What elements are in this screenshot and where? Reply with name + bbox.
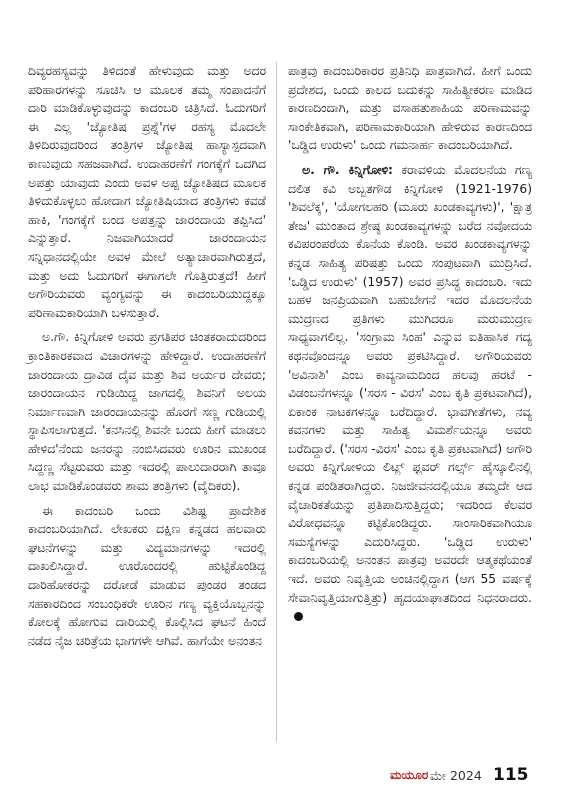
page-footer [0, 765, 562, 788]
left-paragraph-3: ಈ ಕಾದಂಬರಿ ಒಂದು ವಿಶಿಷ್ಟ ಪ್ರಾದೇಶಿಕ ಕಾದಂಬರಿಯಾಗಿದೆ. ಲೇಖಕರು ದಕ್ಷಿಣ ಕನ್ನಡದ ಹಲವಾರು ಘಟನೆಗಳನ್ನು ಮತ್ತು ವಿದ್ಯಮಾನಗಳನ್ನು ಇದರಲ್ಲಿ ದಾಖಲಿಸಿದ್ದಾರೆ. ಊರೊಂದರಲ್ಲಿ ಹುಟ್ಟಿಕೊಂಡಿದ್ದ ದಾರಿಹೋಕರನ್ನು ದರೋಡೆ ಮಾಡುವ ಪುಂಡರ ತಂಡದ ಸಹಕಾರದಿಂದ ಸಂಬಂಧಿಕರೇ ಊರಿನ ಗಣ್ಯ ವ್ಯಕ್ತಿಯೊಬ್ಬನನ್ನು ಕೋಲಕ್ಕೆ ಹೋಗುವ ದಾರಿಯಲ್ಲಿ ಕೊಲ್ಲಿಸಿದ ಘಟನೆ ಹಿಂದೆ ನಡೆದ ನೈಜ ಚರಿತ್ರೆಯ ಭಾಗಗಳೇ ಆಗಿವೆ. ಹಾಗೆಯೇ ಅನಂತನ [28, 503, 266, 648]
issue-date: ಮೇ 2024 [430, 768, 482, 783]
left-column [28, 62, 266, 656]
author-bio-text: ಕರಾವಳಿಯ ಮೊದಲನೆಯ ಗಣ್ಯ ದಲಿತ ಕವಿ ಅಬ್ಬತಗೌಡ ಕಿನ್ನಿಗೋಳಿ (1921-1976) 'ಶಿವಲೆಕ್ಕ', 'ಯೋಗಲಹರಿ (ಮೂರು ಖಂಡಕಾವ್ಯಗಳು)', 'ಕ್ಷಾತ್ರ ತೇಜ' ಮುಂತಾದ ಶ್ರೇಷ್ಠ ಖಂಡಕಾವ್ಯಗಳನ್ನು ಬರೆದ ನವೋದಯ ಕವಿಪರಂಪರೆಯ ಕೊನೆಯ ಕೊಂಡಿ. ಅವರ ಖಂಡಕಾವ್ಯಗಳನ್ನು ಕನ್ನಡ ಸಾಹಿತ್ಯ ಪರಿಷತ್ತು ಒಂದು ಸಂಪುಟವಾಗಿ ಮುದ್ರಿಸಿದೆ. 'ಒಡ್ಡಿದ ಉರುಳು' (1957) ಅವರ ಪ್ರಸಿದ್ಧ ಕಾದಂಬರಿ. ಇದು ಬಹಳ ಜನಪ್ರಿಯವಾಗಿ ಬಹುಬೇಗನೆ ಇದರ ಮೊದಲನೆಯ ಮುದ್ರಣದ ಪ್ರತಿಗಳು ಮುಗಿದರೂ ಮರುಮುದ್ರಣ ಸಾಧ್ಯವಾಗಲಿಲ್ಲ. 'ಸಂಗ್ರಾಮ ಸಿಂಹ' ಎನ್ನುವ ಐತಿಹಾಸಿಕ ಗದ್ಯ ಕಥನವೊಂದನ್ನೂ ಅವರು ಪ್ರಕಟಿಸಿದ್ದಾರೆ. ಅಗೌರಿಯವರು 'ಅವಿನಾಶಿ' ಎಂಬ ಕಾವ್ಯನಾಮದಿಂದ ಹಲವು ಹರಟೆ - ವಿಡಂಬನೆಗಳನ್ನೂ ('ಸರಸ - ವಿರಸ' ಎಂಬ ಕೃತಿ ಪ್ರಕಟವಾಗಿದೆ), ಏಕಾಂಕ ನಾಟಕಗಳನ್ನೂ ಬರೆದಿದ್ದಾರೆ. ಭಾವಗೀತೆಗಳು, ನವ್ಯ ಕವನಗಳು ಮತ್ತು ಸಾಹಿತ್ಯ ವಿಮರ್ಶೆಯನ್ನೂ ಅವರು ಬರೆದಿದ್ದಾರೆ. ('ಸರಸ -ವಿರಸ' ಎಂಬ ಕೃತಿ ಪ್ರಕಟವಾಗಿದೆ) ಅಗೌರಿ ಅವರು ಕಿನ್ನಿಗೋಳಿಯ ಲಿಟ್ಲ್ ಫ್ಲವರ್ ಗರ್ಲ್ಸ್ ಹೈಸ್ಕೂಲಿನಲ್ಲಿ ಕನ್ನಡ ಪಂಡಿತರಾಗಿದ್ದರು. ನಿಜಜೀವನದಲ್ಲಿಯೂ ತಮ್ಮದೇ ಆದ ವೈಚಾರಿಕತೆಯನ್ನು ಪ್ರತಿಪಾದಿಸುತ್ತಿದ್ದರು; ಇದರಿಂದ ಕೆಲವರ ವಿರೋಧವನ್ನೂ ಕಟ್ಟಿಕೊಂಡಿದ್ದರು. ಸಾಂಸಾರಿಕವಾಗಿಯೂ ಸಮಸ್ಯೆಗಳನ್ನು ಎದುರಿಸಿದ್ದರು. 'ಒಡ್ಡಿದ ಉರುಳು' ಕಾದಂಬರಿಯಲ್ಲಿ ಅನಂತನ ಪಾತ್ರವು ಅವರದೇ ಆತ್ಮಕಥೆಯಂತೆ ಇದೆ. ಅವರು ನಿವೃತ್ತಿಯ ಅಂಚಿನಲ್ಲಿದ್ದಾಗ (ಆಗ 55 ವರ್ಷಕ್ಕೆ ಸೇವಾನಿವೃತ್ತಿಯಾಗುತ್ತಿತ್ತು) ಹೃದಯಾಘಾತದಿಂದ ನಿಧನರಾದರು. [288, 162, 532, 605]
magazine-logo: ಮಯೂರ [390, 768, 429, 782]
left-paragraph-1: ದಿವ್ಯರಹಸ್ಯವನ್ನು ತಿಳಿದಂತೆ ಹೇಳುವುದು ಮತ್ತು ಅದರ ಪರಿಹಾರಗಳನ್ನು ಸೂಚಿಸಿ ಆ ಮೂಲಕ ತಮ್ಮ ಸಂಪಾದನೆಗೆ ದಾರಿ ಮಾಡಿಕೊಳ್ಳುವುದನ್ನು ಕಾದಂಬರಿ ಚಿತ್ರಿಸಿದೆ. ಓದುಗರಿಗೆ ಈ ಎಲ್ಲ 'ಜ್ಯೋತಿಷ ಪ್ರಶ್ನೆ'ಗಳ ರಹಸ್ಯ ಮೊದಲೇ ತಿಳಿದಿರುವುದರಿಂದ ತಂತ್ರಿಗಳ ಜ್ಯೋತಿಷ ಹಾಸ್ಯಾಸ್ಪದವಾಗಿ ಕಾಣುವುದು ಸಹಜವಾಗಿದೆ. ಉದಾಹರಣೆಗೆ ಗಂಗಕ್ಕೆಗೆ ಒದಗಿದ ಅಪತ್ತು ಯಾವುದು ಎಂದು ಅವಳ ಅಪ್ಪ ಜ್ಯೋತಿಷದ ಮೂಲಕ ತಿಳಿದುಕೊಳ್ಳಲು ಹೋದಾಗ ಜ್ಯೋತಿಷಿಯಾದ ತಂತ್ರಿಗಳು ಕವಡೆ ಹಾಕಿ, 'ಗಂಗಕ್ಕೆಗೆ ಬಂದ ಅಪತ್ತನ್ನು ಜಾರಂದಾಯ ತಪ್ಪಿಸಿದ' ಎನ್ನುತ್ತಾರೆ. ನಿಜವಾಗಿಯಾದರೆ ಜಾರಂದಾಯನ ಸನ್ನಿಧಾನದಲ್ಲಿಯೇ ಅವಳ ಮೇಲೆ ಅತ್ಯಾಚಾರವಾಗಿರುತ್ತದೆ, ಮತ್ತು ಅದು ಓದುಗರಿಗೆ ಈಗಾಗಲೇ ಗೊತ್ತಿರುತ್ತದೆ! ಹೀಗೆ ಅಗೌರಿಯವರು ವ್ಯಂಗ್ಯವನ್ನು ಈ ಕಾದಂಬರಿಯುದ್ದಕ್ಕೂ ಪರಿಣಾಮಕಾರಿಯಾಗಿ ಬಳಸುತ್ತಾರೆ. [28, 64, 266, 320]
end-of-article-icon [294, 612, 303, 621]
right-paragraph-2 [288, 161, 532, 626]
right-column [288, 62, 532, 632]
column-divider [276, 62, 277, 742]
author-heading: ಅ. ಗೌ. ಕಿನ್ನಿಗೋಳಿ: [302, 162, 393, 177]
right-paragraph-1: ಪಾತ್ರವು ಕಾದಂಬರಿಕಾರರ ಪ್ರತಿನಿಧಿ ಪಾತ್ರವಾಗಿದೆ. ಹೀಗೆ ಒಂದು ಪ್ರದೇಶದ, ಒಂದು ಕಾಲದ ಬದುಕನ್ನು ಸಾಹಿತ್ಯೀಕರಣ ಮಾಡಿದ ಕಾರಣದಿಂದಾಗಿ, ಮತ್ತು ವಸಾಹತುಶಾಹಿಯ ಪರಿಣಾಮವನ್ನು ಸಾಂಕೇತಿಕವಾಗಿ, ಪರಿಣಾಮಕಾರಿಯಾಗಿ ಹೇಳಿರುವ ಕಾರಣದಿಂದ 'ಒಡ್ಡಿದ ಉರುಳು' ಒಂದು ಗಮನಾರ್ಹ ಕಾದಂಬರಿಯಾಗಿದೆ. [288, 64, 532, 153]
page-number: 115 [493, 765, 529, 785]
left-paragraph-2: ಅ.ಗೌ. ಕಿನ್ನಿಗೋಳಿ ಅವರು ಪ್ರಗತಿಪರ ಚಿಂತಕರಾದುದರಿಂದ ಕ್ರಾಂತಿಕಾರಕವಾದ ವಿಚಾರಗಳನ್ನು ಹೇಳಿದ್ದಾರೆ. ಉದಾಹರಣೆಗೆ ಜಾರಂದಾಯ ದ್ರಾವಿಡ ದೈವ ಮತ್ತು ಶಿವ ಅರ್ಯರ ದೇವರು; ಜಾರಂದಾಯನ ಗುಡಿಯಿದ್ದ ಜಾಗದಲ್ಲಿ ಶಿವನಿಗೆ ಅಲಯ ನಿರ್ಮಾಣವಾಗಿ ಜಾರಂದಾಯನನ್ನು ಹೊರಗೆ ಸಣ್ಣ ಗುಡಿಯಲ್ಲಿ ಸ್ಥಾಪಿಸಲಾಗುತ್ತದೆ. 'ಕನಸಿನಲ್ಲಿ ಶಿವನೇ ಬಂದು ಹೀಗೆ ಮಾಡಲು ಹೇಳಿದ'ನೆಂದು ಜನರನ್ನು ನಂಬಿಸಿದವರು ಊರಿನ ಮುಖಂಡ ಸಿದ್ದಣ್ಣ ಸೆಟ್ಟರುವರು ಮತ್ತು ಇದರಲ್ಲಿ ಪಾಲುದಾರರಾಗಿ ತಾವೂ ಲಾಭ ಮಾಡಿಕೊಂಡವರು ಶಾಮ ತಂತ್ರಿಗಳು (ವೈದಿಕರು). [28, 330, 266, 494]
